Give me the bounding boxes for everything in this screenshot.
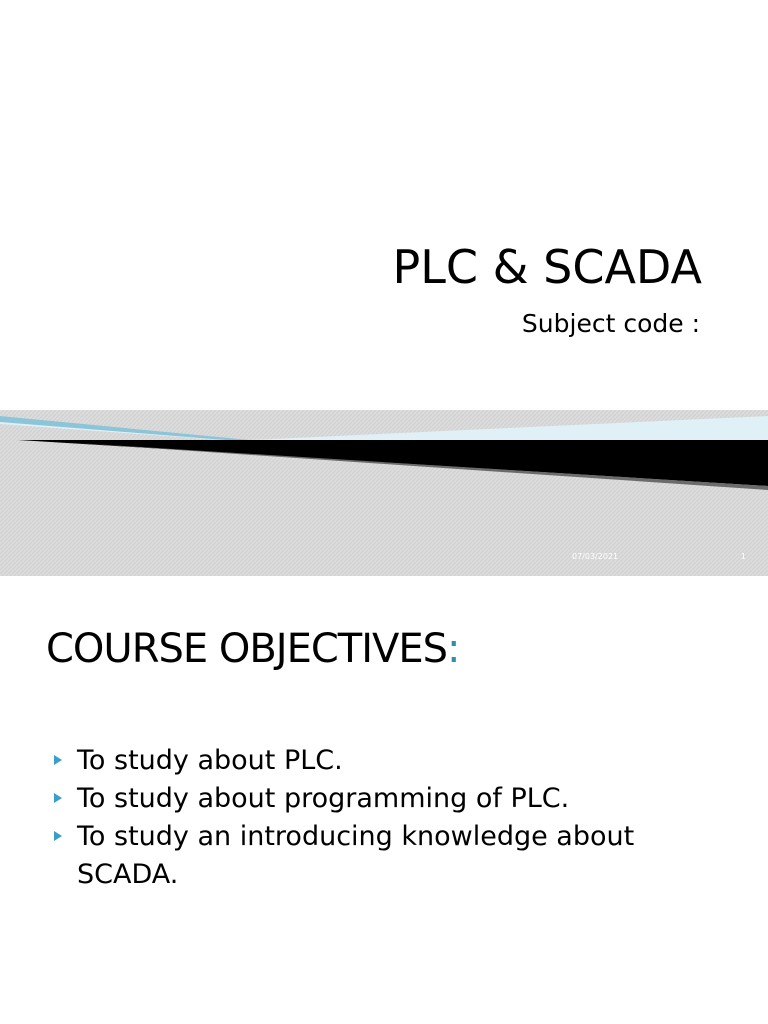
objectives-title-colon: : bbox=[447, 626, 460, 672]
objectives-title bbox=[46, 626, 460, 672]
objectives-title-text: COURSE OBJECTIVES bbox=[46, 626, 448, 672]
bullet-arrow-icon bbox=[54, 755, 62, 765]
slide-number: 1 bbox=[740, 552, 746, 561]
decorative-band bbox=[0, 410, 768, 576]
bullet-text: To study about programming of PLC. bbox=[77, 783, 570, 814]
objectives-list bbox=[52, 742, 712, 894]
slide-title: PLC & SCADA bbox=[392, 240, 702, 294]
bullet-arrow-icon bbox=[54, 831, 62, 841]
list-item bbox=[52, 780, 712, 818]
list-item bbox=[52, 818, 712, 894]
slide-date: 07/03/2021 bbox=[572, 552, 619, 561]
slide-subtitle: Subject code : bbox=[521, 309, 700, 338]
bullet-arrow-icon bbox=[54, 793, 62, 803]
bullet-text: To study an introducing knowledge about SCADA. bbox=[77, 821, 635, 890]
list-item bbox=[52, 742, 712, 780]
bullet-text: To study about PLC. bbox=[77, 745, 343, 776]
objectives-slide bbox=[0, 576, 768, 1024]
